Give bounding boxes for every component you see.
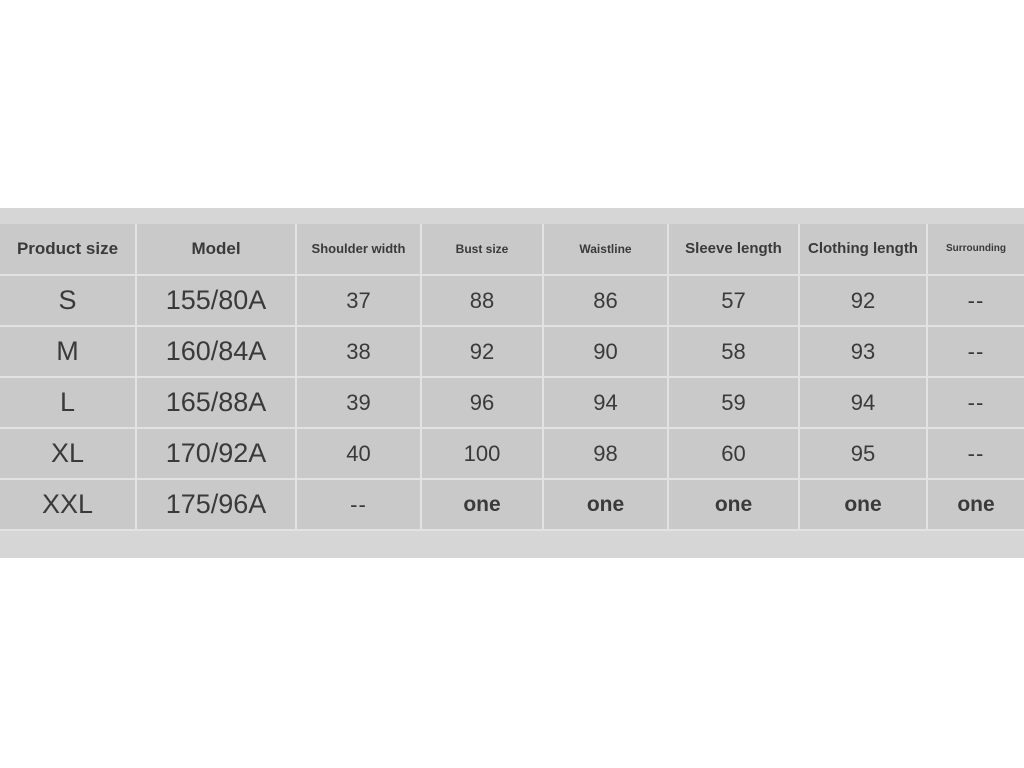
- header-shoulder-width: Shoulder width: [296, 224, 421, 275]
- cell-model: 165/88A: [136, 377, 296, 428]
- header-bust-size: Bust size: [421, 224, 543, 275]
- header-sleeve-length: Sleeve length: [668, 224, 799, 275]
- cell-shoulder: 40: [296, 428, 421, 479]
- cell-model: 155/80A: [136, 275, 296, 326]
- table-row: [0, 377, 1024, 428]
- header-product-size: Product size: [0, 224, 136, 275]
- header-row: [0, 224, 1024, 275]
- size-table: [0, 224, 1024, 531]
- cell-sleeve: 59: [668, 377, 799, 428]
- header-waistline: Waistline: [543, 224, 668, 275]
- cell-shoulder: --: [296, 479, 421, 530]
- cell-surrounding: --: [927, 275, 1024, 326]
- cell-size: L: [0, 377, 136, 428]
- cell-sleeve: 57: [668, 275, 799, 326]
- cell-size: S: [0, 275, 136, 326]
- cell-surrounding: one: [927, 479, 1024, 530]
- cell-shoulder: 38: [296, 326, 421, 377]
- cell-waist: 98: [543, 428, 668, 479]
- header-model: Model: [136, 224, 296, 275]
- cell-bust: 92: [421, 326, 543, 377]
- header-clothing-length: Clothing length: [799, 224, 927, 275]
- cell-clothing: one: [799, 479, 927, 530]
- cell-model: 160/84A: [136, 326, 296, 377]
- cell-surrounding: --: [927, 377, 1024, 428]
- cell-size: XL: [0, 428, 136, 479]
- table-row: [0, 428, 1024, 479]
- cell-surrounding: --: [927, 428, 1024, 479]
- cell-size: XXL: [0, 479, 136, 530]
- cell-shoulder: 39: [296, 377, 421, 428]
- cell-clothing: 92: [799, 275, 927, 326]
- cell-size: M: [0, 326, 136, 377]
- table-row: [0, 326, 1024, 377]
- cell-model: 175/96A: [136, 479, 296, 530]
- cell-bust: 100: [421, 428, 543, 479]
- cell-sleeve: 60: [668, 428, 799, 479]
- cell-bust: 88: [421, 275, 543, 326]
- cell-clothing: 94: [799, 377, 927, 428]
- cell-model: 170/92A: [136, 428, 296, 479]
- cell-clothing: 93: [799, 326, 927, 377]
- cell-waist: 94: [543, 377, 668, 428]
- table-row: [0, 275, 1024, 326]
- table-row: [0, 479, 1024, 530]
- cell-bust: one: [421, 479, 543, 530]
- cell-waist: 86: [543, 275, 668, 326]
- cell-sleeve: one: [668, 479, 799, 530]
- header-surrounding: Surrounding: [927, 224, 1024, 275]
- cell-sleeve: 58: [668, 326, 799, 377]
- cell-clothing: 95: [799, 428, 927, 479]
- cell-waist: one: [543, 479, 668, 530]
- size-chart-panel: [0, 208, 1024, 558]
- cell-shoulder: 37: [296, 275, 421, 326]
- cell-bust: 96: [421, 377, 543, 428]
- cell-waist: 90: [543, 326, 668, 377]
- cell-surrounding: --: [927, 326, 1024, 377]
